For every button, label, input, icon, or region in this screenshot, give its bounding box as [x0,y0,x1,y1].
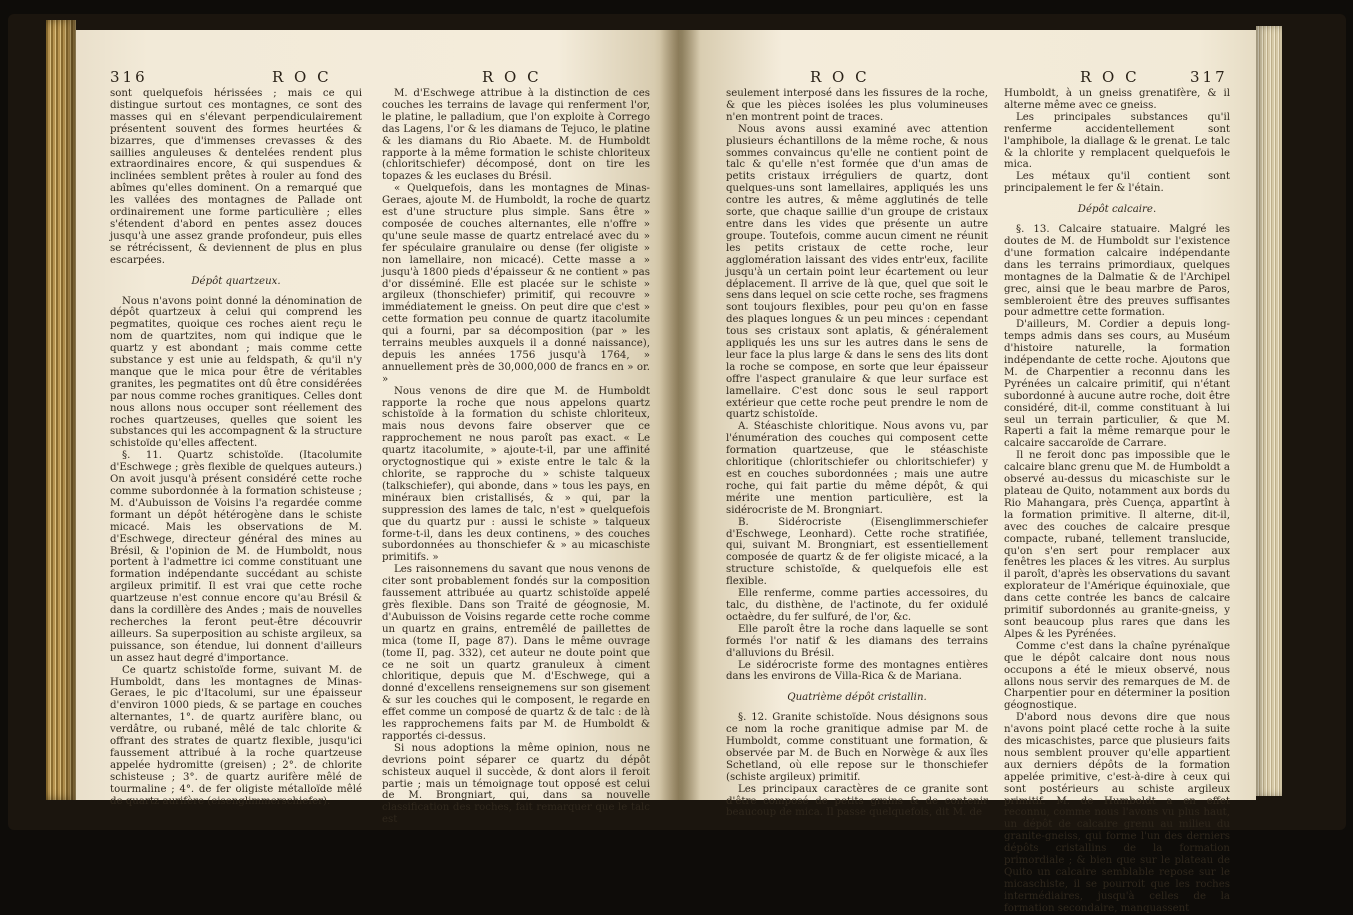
paragraph: Comme c'est dans la chaîne pyrénaïque que le dépôt calcaire dont nous nous occupons a été le mieux observé, nous allons nous servir des remarques de M. de Charpentier pour en déterminer la position géognostique. [1004,640,1230,712]
paragraph: Les principales substances qu'il renferme accidentellement sont l'amphibole, la diallage & le grenat. Le talc & la chlorite y remplacent quelquefois le mica. [1004,111,1230,171]
paragraph: Le sidérocriste forme des montagnes entières dans les environs de Villa-Rica & de Mariana. [726,659,988,683]
paragraph: « Quelquefois, dans les montagnes de Minas-Geraes, ajoute M. de Humboldt, la roche de quartz est d'une structure plus simple. Sans être » composée de couches alternantes, elle n'offre » qu'une seule masse de quartz entrelacé avec du » fer spéculaire granulaire ou dense (fer oligiste » non lamellaire, non micacé). Cette masse a » jusqu'à 1800 pieds d'épaisseur & ne contient » pas d'or disséminé. Elle est placée sur le schiste » argileux (thonschiefer) primitif, qui recouvre » immédiatement le gneiss. On peut dire que c'est » cette formation peu connue de quartz itacolumite qui a fourni, par sa décomposition (par » les terrains meubles auxquels il a donné naissance), depuis les années 1756 jusqu'à 1764, » annuellement près de 30,000,000 de francs en » or. » [382,183,650,385]
paragraph: Nous n'avons point donné la dénomination de dépôt quartzeux à celui qui comprend les pegmatites, quoique ces roches aient reçu le nom de quartzites, nom qui indique que le quartz y est abondant ; mais comme cette substance y est unie au feldspath, & qu'il n'y manque que le mica pour être de véritables granites, les pegmatites ont dû être considérées par nous comme roches granitiques. Celles dont nous allons nous occuper sont réellement des roches quartzeuses, quelles que soient les substances qui les accompagnent & la structure schistoïde qu'elles affectent. [110,295,362,450]
paragraph: seulement interposé dans les fissures de la roche, & que les pièces isolées les plus volumineuses n'en montrent point de traces. [726,88,988,123]
right-page-edges [1256,26,1282,796]
section-heading: Quatrième dépôt cristallin. [787,692,927,704]
page-number-right: 317 [1190,68,1228,86]
paragraph: Les métaux qu'il contient sont principalement le fer & l'étain. [1004,171,1230,195]
paragraph: D'ailleurs, M. Cordier a depuis long-temps admis dans ses cours, au Muséum d'histoire naturelle, la formation indépendante de cette roche. Ajoutons que M. de Charpentier a reconnu dans les Pyrénées un calcaire primitif, qui n'étant subordonné à aucune autre roche, doit être considéré, dit-il, comme constituant à lui seul un terrain particulier, & que M. Raperti a fait la même remarque pour le calcaire saccaroïde de Carrare. [1004,319,1230,450]
paragraph: Si nous adoptions la même opinion, nous ne devrions point séparer ce quartz du dépôt schisteux auquel il succède, & dont alors il feroit partie ; mais un témoignage tout opposé est celui de M. Brongniart, qui, dans sa nouvelle classification des roches, fait remarquer que le talc est [382,742,650,826]
paragraph: Il ne feroit donc pas impossible que le calcaire blanc grenu que M. de Humboldt a observé au-dessus du micaschiste sur le plateau de Quito, notamment aux bords du Rio Mahangara, près Cuença, appartînt à la formation primitive. Il alterne, dit-il, avec des couches de calcaire presque compacte, rubané, tellement translucide, qu'on s'en sert pour remplacer aux fenêtres les places & les vitres. Au surplus il paroît, d'après les observations du savant explorateur de l'Amérique équinoxiale, que dans cette contrée les bancs de calcaire primitif subordonnés au granite-gneiss, y sont beaucoup plus rares que dans les Alpes & les Pyrénées. [1004,450,1230,640]
paragraph: Les raisonnemens du savant que nous venons de citer sont probablement fondés sur la composition faussement attribuée au quartz schistoïde appelé grès flexible. Dans son Traité de géognosie, M. d'Aubuisson de Voisins regarde cette roche comme un quartz en grains, entremêlé de paillettes de mica (tome II, page 87). Dans le même ouvrage (tome II, pag. 332), cet auteur ne doute point que ce ne soit un quartz granuleux à ciment chloritique, depuis que M. d'Eschwege, qui a donné d'excellens renseignemens sur son gisement & sur les couches qui le composent, le regarde en effet comme un composé de quartz & de talc : de là les rapprochemens faits par M. de Humboldt & rapportés ci-dessus. [382,564,650,742]
left-page [76,30,678,826]
running-head-right-b: R O C [1080,68,1140,86]
paragraph: M. d'Eschwege attribue à la distinction de ces couches les terrains de lavage qui renferment l'or, le platine, le palladium, que l'on exploite à Corrego das Lagens, l'or & les diamans de Tejuco, le platine & les diamans du Rio Abaete. M. de Humboldt rapporte à la même formation le schiste chloriteux (chloritschiefer) décomposé, dont on tire les topazes & les euclases du Brésil. [382,88,650,183]
right-column-1 [726,88,988,819]
section-heading: Dépôt calcaire. [1077,204,1157,216]
paragraph: B. Sidérocriste (Eisenglimmerschiefer d'Eschwege, Leonhard). Cette roche stratifiée, qui, suivant M. Brongniart, est essentiellement composée de quartz & de fer oligiste micacé, a la structure schistoïde, & quelquefois elle est flexible. [726,516,988,588]
paragraph: Ce quartz schistoïde forme, suivant M. de Humboldt, dans les montagnes de Minas-Geraes, le pic d'Itacolumi, sur une épaisseur d'environ 1000 pieds, & se partage en couches alternantes, 1°. de quartz aurifère blanc, ou verdâtre, ou rubané, mêlé de talc chlorite & offrant des strates de quartz flexible, jusqu'ici faussement attribué à la roche quartzeuse appelée hydromitte (greisen) ; 2°. de chlorite schisteuse ; 3°. de quartz aurifère mêlé de tourmaline ; 4°. de fer oligiste métalloïde mêlé de quartz aurifère (eisenglimmerschiefer). [110,664,362,807]
paragraph: A. Stéaschiste chloritique. Nous avons vu, par l'énumération des couches qui composent cette formation quartzeuse, que le stéaschiste chloritique (chloritschiefer ou chloritschiefer) y est en couches subordonnées ; mais une autre roche, qui fait partie du même dépôt, & qui mérite une mention particulière, est la sidérocriste de M. Brongniart. [726,421,988,516]
paragraph: Elle renferme, comme parties accessoires, du talc, du disthène, de l'actinote, du fer oxidulé octaèdre, du fer sulfuré, de l'or, &c. [726,588,988,623]
page-number-left: 316 [110,68,148,86]
right-column-2 [1004,88,1230,915]
paragraph: §. 13. Calcaire statuaire. Malgré les doutes de M. de Humboldt sur l'existence d'une formation calcaire indépendante dans les terrains primordiaux, quelques montagnes de la Dalmatie & de l'Archipel grec, ainsi que le beau marbre de Paros, sembleroient être des preuves suffisantes pour admettre cette formation. [1004,224,1230,319]
running-head-right-a: R O C [810,68,870,86]
left-column-2 [382,88,650,826]
paragraph: Humboldt, à un gneiss grenatifère, & il alterne même avec ce gneiss. [1004,88,1230,111]
paragraph: Les principaux caractères de ce granite sont d'être composé de petits grains & de contenir beaucoup de mica. Il passe quelquefois, dit M. de [726,783,988,819]
left-page-edges [46,20,76,800]
right-page [678,30,1256,914]
left-column-1 [110,88,362,807]
paragraph: §. 12. Granite schistoïde. Nous désignons sous ce nom la roche granitique admise par M. de Humboldt, comme constituant une formation, & observée par M. de Buch en Norwège & aux îles Schetland, où elle repose sur le thonschiefer (schiste argileux) primitif. [726,712,988,783]
paragraph: Nous avons aussi examiné avec attention plusieurs échantillons de la même roche, & nous sommes convaincus qu'elle ne contient point de talc & qu'elle n'est formée que d'un amas de petits cristaux irréguliers de quartz, dont quelques-uns sont lamellaires, appliqués les uns contre les autres, & même agglutinés de telle sorte, que chaque saillie d'un groupe de cristaux entre dans les vides que présente un autre groupe. Toutefois, comme aucun ciment ne réunit les petits cristaux de cette roche, leur agglomération laissant des vides entr'eux, facilite jusqu'à un certain point leur écartement ou leur déplacement. Il arrive de là que, quel que soit le sens dans lequel on scie cette roche, ses fragmens sont toujours flexibles, pour peu qu'on en fasse des plaques longues & un peu minces : cependant tous ses cristaux sont aplatis, & généralement appliqués les uns sur les autres dans le sens de leur face la plus large & dans le sens des lits dont la roche se compose, en sorte que leur épaisseur offre l'aspect granulaire & que leur surface est lamellaire. C'est donc sous le seul rapport extérieur que cette roche peut prendre le nom de quartz schistoïde. [726,123,988,421]
paragraph: Elle paroît être la roche dans laquelle se sont formés l'or natif & les diamans des terrains d'alluvions du Brésil. [726,623,988,659]
paragraph: D'abord nous devons dire que nous n'avons point placé cette roche à la suite des micaschistes, parce que plusieurs faits nous semblent prouver qu'elle appartient aux derniers dépôts de la formation appelée primitive, c'est-à-dire à ceux qui sont postérieurs au schiste argileux primitif. M. de Humboldt a en effet reconnu, comme nous l'avons vu plus haut, un dépôt de calcaire grenu au milieu du granite-gneiss, qui forme l'un des derniers dépôts cristallins de la formation primordiale ; & bien que sur le plateau de Quito un calcaire semblable repose sur le micaschiste, il se pourroit que les roches intermédiaires, jusqu'à celles de la formation secondaire, manquassent [1004,712,1230,914]
paragraph: §. 11. Quartz schistoïde. (Itacolumite d'Eschwege ; grès flexible de quelques auteurs.) On avoit jusqu'à présent considéré cette roche comme subordonnée à la formation schisteuse ; M. d'Aubuisson de Voisins l'a regardée comme formant un dépôt hétérogène dans le schiste micacé. Mais les observations de M. d'Eschwege, directeur général des mines au Brésil, & l'opinion de M. de Humboldt, nous portent à l'admettre ici comme constituant une formation indépendante succédant au schiste argileux primitif. Il est vrai que cette roche quartzeuse n'est connue encore qu'au Brésil & dans la cordillère des Andes ; mais de nouvelles recherches la feront peut-être découvrir ailleurs. Sa superposition au schiste argileux, sa puissance, son étendue, lui donnent d'ailleurs un assez haut degré d'importance. [110,450,362,664]
section-heading: Dépôt quartzeux. [191,275,281,287]
running-head-left-b: R O C [482,68,542,86]
paragraph: Nous venons de dire que M. de Humboldt rapporte la roche que nous appelons quartz schistoïde à la formation du schiste chloriteux, mais nous devons faire observer que ce rapprochement ne nous paroît pas exact. « Le quartz itacolumite, » ajoute-t-il, par une affinité oryctognostique qui » existe entre le talc & la chlorite, se rapproche du » schiste talqueux (talkschiefer), qui abonde, dans » tous les pays, en minéraux bien cristallisés, & » qui, par la suppression des lames de talc, n'est » quelquefois que du quartz pur : aussi le schiste » talqueux forme-t-il, dans les deux continens, » des couches subordonnées au thonschiefer & » au micaschiste primitifs. » [382,385,650,564]
paragraph: sont quelquefois hérissées ; mais ce qui distingue surtout ces montagnes, ce sont des masses qui en s'élevant perpendiculairement présentent souvent des formes heurtées & bizarres, que d'immenses crevasses & des saillies anguleuses & dentelées rendent plus extraordinaires encore, & qui suspendues & inclinées semblent prêtes à rouler au fond des abîmes qu'elles dominent. On a remarqué que les vallées des montagnes de Pallade ont ordinairement une forme particulière ; elles s'étendent d'abord en pentes assez douces jusqu'à une assez grande profondeur, puis elles se rétrécissent, & deviennent de plus en plus escarpées. [110,88,362,266]
running-head-left-a: R O C [272,68,332,86]
